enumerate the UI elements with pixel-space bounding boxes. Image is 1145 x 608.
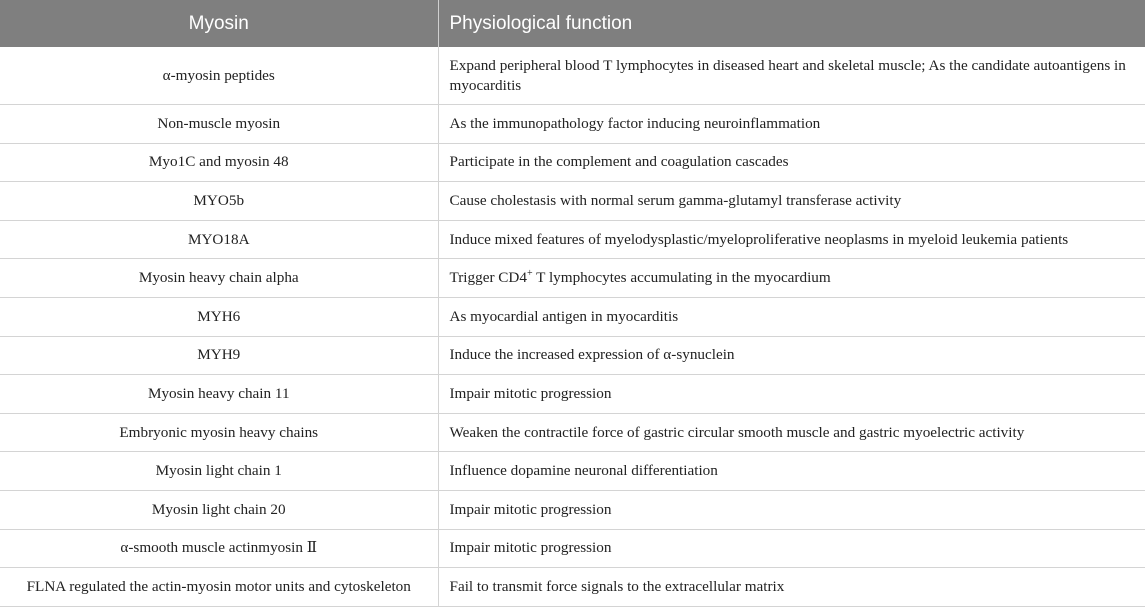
cell-myosin: Non-muscle myosin [0,105,438,144]
cell-function: Cause cholestasis with normal serum gamma-glutamyl transferase activity [438,182,1145,221]
cell-function: Participate in the complement and coagulation cascades [438,143,1145,182]
cell-function: As myocardial antigen in myocarditis [438,297,1145,336]
cell-myosin: MYO18A [0,220,438,259]
table-row [0,297,1145,336]
cell-myosin: Myosin light chain 20 [0,490,438,529]
table-row [0,490,1145,529]
cell-myosin: MYH9 [0,336,438,375]
header-row [0,0,1145,47]
function-text-post: T lymphocytes accumulating in the myocardium [532,269,831,287]
cell-function [438,259,1145,298]
cell-function: Impair mitotic progression [438,490,1145,529]
table-row [0,568,1145,607]
cell-myosin: FLNA regulated the actin-myosin motor units and cytoskeleton [0,568,438,607]
cell-myosin: Myo1C and myosin 48 [0,143,438,182]
table-row [0,47,1145,105]
cell-myosin: Embryonic myosin heavy chains [0,413,438,452]
cell-myosin: Myosin light chain 1 [0,452,438,491]
header-myosin: Myosin [0,0,438,47]
cell-function: Influence dopamine neuronal differentiation [438,452,1145,491]
table-row [0,529,1145,568]
table-row [0,413,1145,452]
cell-function: Induce the increased expression of α-synuclein [438,336,1145,375]
table-row [0,452,1145,491]
table-row [0,105,1145,144]
cell-myosin: α-myosin peptides [0,47,438,105]
cell-function: Expand peripheral blood T lymphocytes in diseased heart and skeletal muscle; As the candidate autoantigens in myocarditis [438,47,1145,105]
cell-function: Weaken the contractile force of gastric circular smooth muscle and gastric myoelectric activity [438,413,1145,452]
cell-myosin: MYO5b [0,182,438,221]
cell-myosin: MYH6 [0,297,438,336]
cell-function: Fail to transmit force signals to the extracellular matrix [438,568,1145,607]
table-row [0,182,1145,221]
table-row [0,336,1145,375]
cell-myosin: Myosin heavy chain 11 [0,375,438,414]
table-row [0,220,1145,259]
function-text-pre: Trigger CD4 [449,269,527,287]
cell-function: Impair mitotic progression [438,375,1145,414]
cell-function: Induce mixed features of myelodysplastic/myeloproliferative neoplasms in myeloid leukemia patients [438,220,1145,259]
header-physiological-function: Physiological function [438,0,1145,47]
cell-function: Impair mitotic progression [438,529,1145,568]
table-row [0,143,1145,182]
cell-function: As the immunopathology factor inducing neuroinflammation [438,105,1145,144]
cell-myosin: Myosin heavy chain alpha [0,259,438,298]
function-superscript: + [527,268,533,280]
cell-myosin: α-smooth muscle actinmyosin Ⅱ [0,529,438,568]
table-row [0,259,1145,298]
table-row [0,375,1145,414]
